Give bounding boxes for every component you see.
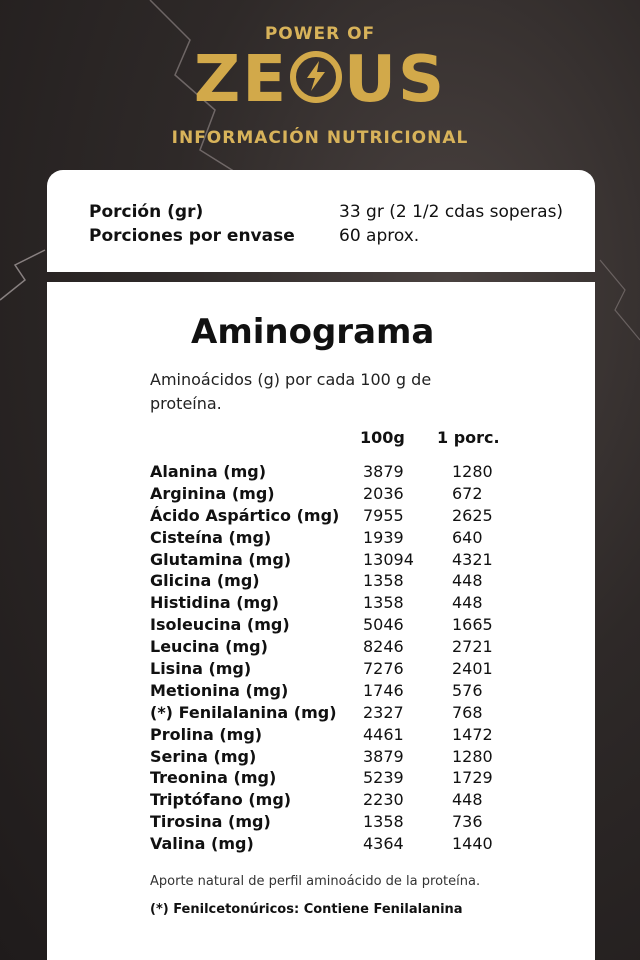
table-row: [150, 506, 570, 528]
aminoacid-name: Arginina (mg): [150, 483, 275, 503]
table-row: [150, 571, 570, 593]
aminogram-card: [47, 282, 595, 960]
value-100g: 4461: [363, 724, 404, 744]
aminogram-intro: Aminoácidos (g) por cada 100 g de proteína.: [150, 370, 432, 413]
brand-logo-left: ZE: [193, 43, 289, 117]
value-100g: 7276: [363, 659, 404, 679]
value-portion: 1729: [452, 768, 493, 788]
aminoacid-name: Isoleucina (mg): [150, 615, 290, 635]
value-100g: 2327: [363, 702, 404, 722]
portion-label: Porción (gr): [89, 202, 204, 222]
value-100g: 5046: [363, 615, 404, 635]
value-portion: 672: [452, 483, 483, 503]
brand-tagline: POWER OF: [264, 24, 376, 44]
table-row: [150, 593, 570, 615]
per-container-row: [89, 226, 420, 246]
page-subtitle: INFORMACIÓN NUTRICIONAL: [171, 128, 469, 148]
table-row: [150, 484, 570, 506]
value-portion: 448: [452, 571, 483, 591]
table-row: [150, 747, 570, 769]
value-100g: 1358: [363, 571, 404, 591]
aminogram-title: Aminograma: [191, 312, 435, 352]
brand-logo-right: US: [344, 43, 447, 117]
value-100g: 4364: [363, 834, 404, 854]
value-portion: 576: [452, 680, 483, 700]
value-portion: 640: [452, 527, 483, 547]
lightning-bolt-icon: [290, 51, 342, 103]
value-100g: 5239: [363, 768, 404, 788]
aminoacid-name: Glutamina (mg): [150, 549, 292, 569]
value-portion: 1440: [452, 834, 493, 854]
value-100g: 3879: [363, 462, 404, 481]
value-portion: 4321: [452, 549, 493, 569]
natural-profile-note: Aporte natural de perfil aminoácido de la proteína.: [150, 874, 481, 889]
brand-header: [0, 0, 640, 170]
table-row: [150, 550, 570, 572]
value-portion: 2625: [452, 505, 493, 525]
value-100g: 2230: [363, 790, 404, 810]
value-portion: 448: [452, 593, 483, 613]
table-row: [150, 659, 570, 681]
aminoacid-name: Tirosina (mg): [150, 812, 271, 832]
column-header-100g: 100g: [360, 428, 405, 447]
value-100g: 3879: [363, 746, 404, 766]
aminoacid-name: Histidina (mg): [150, 593, 279, 613]
value-portion: 768: [452, 702, 483, 722]
aminoacid-name: Leucina (mg): [150, 637, 268, 657]
portion-row: [89, 202, 564, 222]
serving-info-card: [47, 170, 595, 272]
table-row: [150, 637, 570, 659]
aminoacid-name: Ácido Aspártico (mg): [150, 505, 340, 525]
phenylketonuric-warning: (*) Fenilcetonúricos: Contiene Fenilalanina: [150, 902, 463, 917]
value-100g: 1746: [363, 680, 404, 700]
aminoacid-name: Prolina (mg): [150, 724, 263, 744]
table-row: [150, 615, 570, 637]
table-row: [150, 462, 570, 484]
value-100g: 1358: [363, 593, 404, 613]
aminoacid-name: Serina (mg): [150, 746, 257, 766]
table-row: [150, 834, 570, 856]
value-portion: 2721: [452, 637, 493, 657]
aminoacid-table: [150, 462, 570, 856]
aminoacid-name: Glicina (mg): [150, 571, 260, 591]
table-row: [150, 528, 570, 550]
aminoacid-name: Triptófano (mg): [150, 790, 292, 810]
table-row: [150, 681, 570, 703]
table-row: [150, 703, 570, 725]
value-100g: 1358: [363, 812, 404, 832]
brand-logo: [0, 44, 640, 116]
table-row: [150, 790, 570, 812]
aminoacid-name: Cisteína (mg): [150, 527, 272, 547]
value-portion: 2401: [452, 659, 493, 679]
aminoacid-name: (*) Fenilalanina (mg): [150, 702, 337, 722]
value-portion: 1280: [452, 746, 493, 766]
per-container-value: 60 aprox.: [339, 226, 420, 246]
table-row: [150, 768, 570, 790]
value-100g: 2036: [363, 483, 404, 503]
value-100g: 1939: [363, 527, 404, 547]
value-100g: 7955: [363, 505, 404, 525]
aminoacid-name: Alanina (mg): [150, 462, 267, 481]
value-portion: 448: [452, 790, 483, 810]
aminoacid-name: Valina (mg): [150, 834, 254, 854]
value-portion: 736: [452, 812, 483, 832]
table-row: [150, 812, 570, 834]
value-portion: 1665: [452, 615, 493, 635]
aminoacid-name: Treonina (mg): [150, 768, 277, 788]
aminoacid-name: Lisina (mg): [150, 659, 252, 679]
value-100g: 8246: [363, 637, 404, 657]
portion-value: 33 gr (2 1/2 cdas soperas): [339, 202, 564, 222]
table-row: [150, 725, 570, 747]
value-portion: 1472: [452, 724, 493, 744]
value-portion: 1280: [452, 462, 493, 481]
column-header-portion: 1 porc.: [437, 428, 500, 447]
aminoacid-name: Metionina (mg): [150, 680, 289, 700]
value-100g: 13094: [363, 549, 414, 569]
per-container-label: Porciones por envase: [89, 226, 295, 246]
